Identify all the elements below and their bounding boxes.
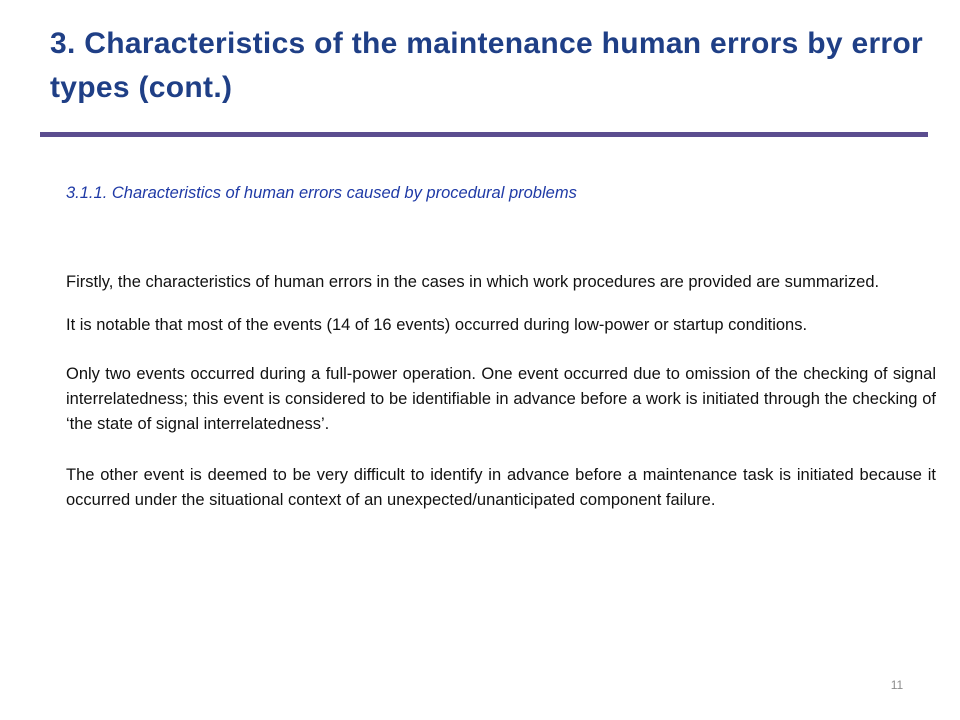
- page-number: 11: [890, 678, 904, 692]
- body-paragraph-1: Firstly, the characteristics of human errors in the cases in which work procedures are provided are summarized.: [66, 273, 880, 291]
- slide-body: [66, 180, 936, 513]
- slide-title: 3. Characteristics of the maintenance human errors by error types (cont.): [50, 27, 923, 104]
- title-divider: [40, 132, 928, 137]
- body-paragraph-2: It is notable that most of the events (14 of 16 events) occurred during low-power or startup conditions.: [66, 316, 808, 334]
- body-paragraph-3: Only two events occurred during a full-power operation. One event occurred due to omission of the checking of signal interrelatedness; this event is considered to be identifiable in advance before a work is initiated through the checking of ‘the state of signal interrelatedness’.: [66, 365, 936, 433]
- body-paragraph-4: The other event is deemed to be very difficult to identify in advance before a maintenance task is initiated because it occurred under the situational context of an unexpected/unanticipated component failure.: [66, 466, 936, 509]
- section-subheading: 3.1.1. Characteristics of human errors caused by procedural problems: [66, 184, 577, 202]
